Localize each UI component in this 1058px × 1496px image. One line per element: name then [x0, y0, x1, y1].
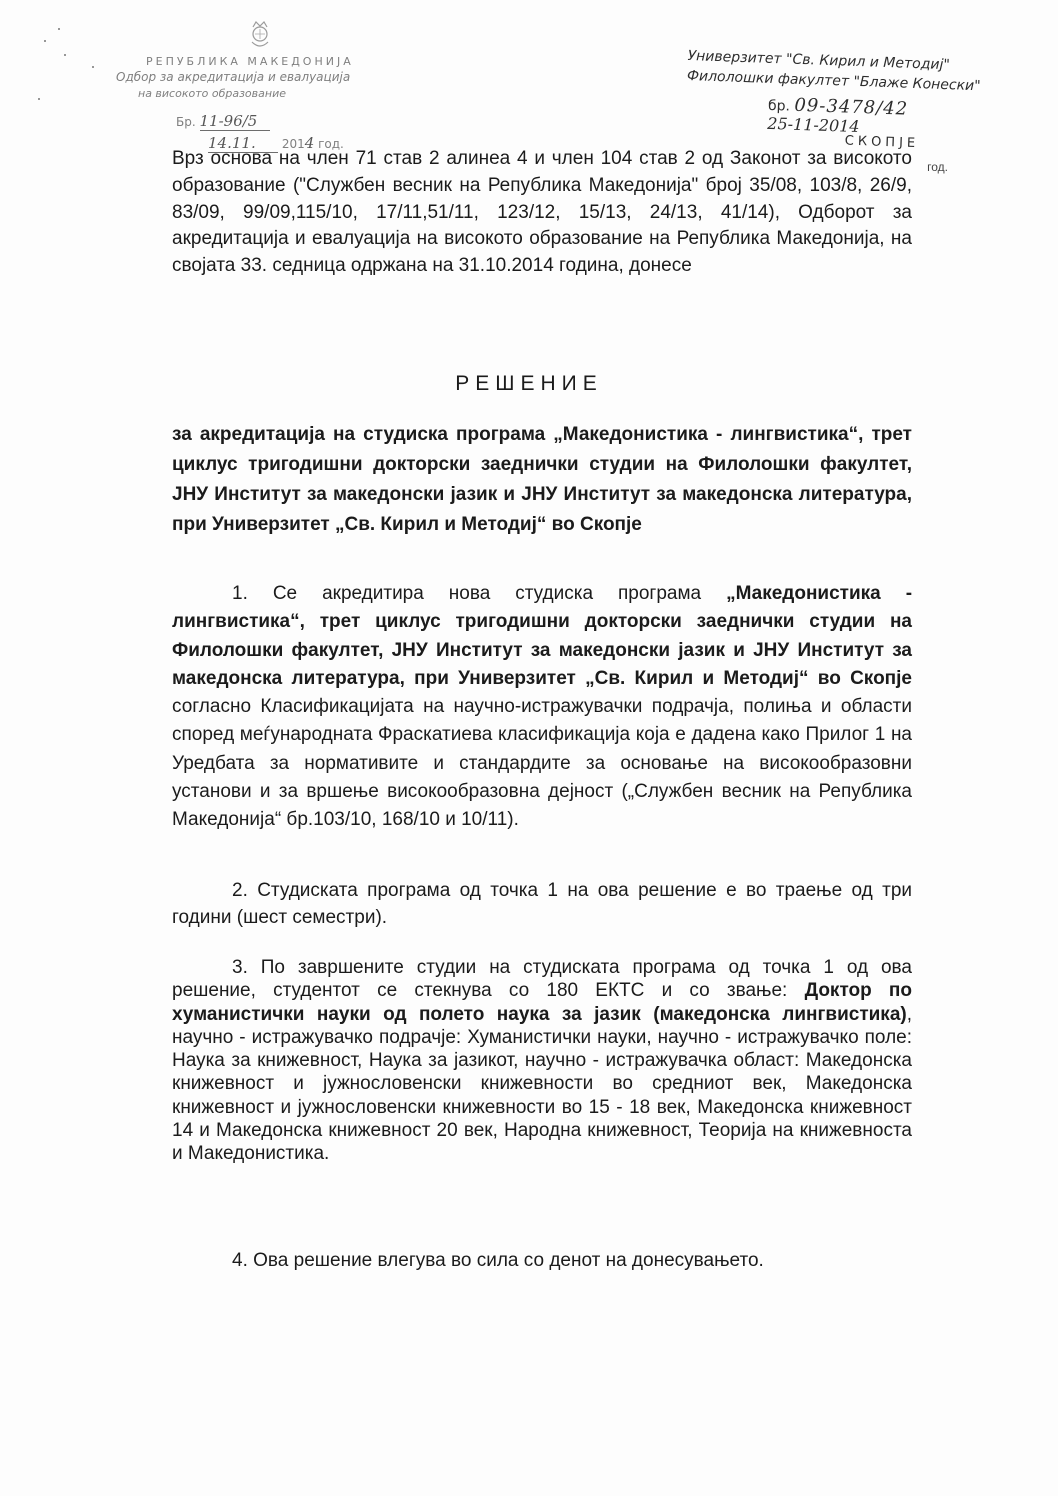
stamp-year-suffix: 201 [281, 137, 305, 151]
point-1-program: „Македонистика - лингвистика“, трет циклус тригодишни докторски заеднички студии на Филолошки факултет, ЈНУ Институт за македонски јазик и ЈНУ Институт за македонска литература, при Универзитет „Св. Кирил и Методиј“ во Скопје [172, 583, 913, 689]
stamp-year-label: год. [318, 137, 344, 151]
legal-basis-text: Врз основа на член 71 став 2 алинеа 4 и член 104 став 2 од Законот за високото образование ("Службен весник на Република Македонија" број 35/08, 103/8, 26/9, 83/09, 99/09,115/10, 17/11,51/11, 123/12, 15/13, 24/13, 41/14), Одборот за акредитација и евалуација на високото образование на Република Македонија, на својата 33. седница одржана на 31.10.2014 година, донесе [172, 148, 912, 277]
stamp-body-name: Одбор за акредитација и евалуација [116, 70, 351, 84]
point-3-lead: 3. По завршените студии на студиската програма од точка 1 од ова решение, студентот се стекнува со 180 ЕКТС и со звање: [172, 957, 912, 1002]
stamp-number-label-right: бр. [767, 97, 791, 115]
stamp-number-value-right: 09-3478/42 [794, 94, 909, 120]
decision-point-2: 2. Студиската програма од точка 1 на ова решение е во траење од три години (шест семестри). [172, 880, 912, 928]
stamp-date-value-right: 25-11-2014 [767, 113, 860, 137]
legal-basis-paragraph [172, 146, 948, 280]
stamp-university: Универзитет "Св. Кирил и Методиј" [687, 47, 951, 74]
decision-point-3 [172, 956, 912, 1166]
point-3-rest: , научно - истражувачко подрачје: Хуманистички науки, научно - истражувачко поле: Наука за книжевност, Наука за јазикот, научно - истражувачка област: Македонска книжевност и јужнословенски книжевности во средниот век, Македонска книжевност и јужнословенски книжевности во 15 - 18 век, Македонска книжевност 14 и Македонска книжевност 20 век, Народна книжевност, Теорија на книжевноста и Македонистика. [172, 1003, 912, 1165]
point-1-rest: согласно Класификацијата на научно-истражувачки подрачја, полиња и области според меѓународната Фраскатиева класификација која е дадена како Прилог 1 на Уредбата за нормативите и стандардите за основање на високообразовни установи и за вршење високообразовна дејност („Службен весник на Република Македонија“ бр.103/10, 168/10 и 10/11). [172, 696, 912, 831]
decision-point-4: 4. Ова решение влегува во сила со денот на донесувањето. [232, 1250, 764, 1271]
stamp-date-value: 14.11. [208, 134, 256, 152]
decision-point-1 [172, 580, 912, 835]
stamp-country: РЕПУБЛИКА МАКЕДОНИЈА [146, 55, 354, 68]
document-title: РЕШЕНИЕ [455, 372, 603, 395]
stamp-faculty: Филолошки факултет "Блаже Конески" [686, 67, 981, 95]
point-1-lead: Се акредитира нова студиска програма [272, 583, 702, 604]
stamp-year-digit: 4 [304, 134, 315, 152]
stamp-body-scope: на високото образование [138, 87, 286, 100]
coat-of-arms-icon [243, 18, 277, 52]
stamp-year-label-right: год. [927, 160, 948, 174]
point-1-number: 1. [232, 583, 248, 604]
stamp-number-value: 11-96/5 [199, 112, 258, 130]
stamp-city: СКОПЈЕ [844, 133, 920, 152]
registry-stamp-right [685, 46, 998, 154]
stamp-number-label: Бр. [176, 115, 196, 129]
point-3-degree: Доктор по хуманистички науки од полето наука за јазик (македонска лингвистика) [172, 980, 913, 1025]
decision-subject: за акредитација на студиска програма „Македонистика - лингвистика“, трет циклус тригодишни докторски заеднички студии на Филолошки факултет, ЈНУ Институт за македонски јазик и ЈНУ Институт за македонска литература, при Универзитет „Св. Кирил и Методиј“ во Скопје [172, 424, 912, 535]
stamp-number-row [176, 114, 270, 131]
